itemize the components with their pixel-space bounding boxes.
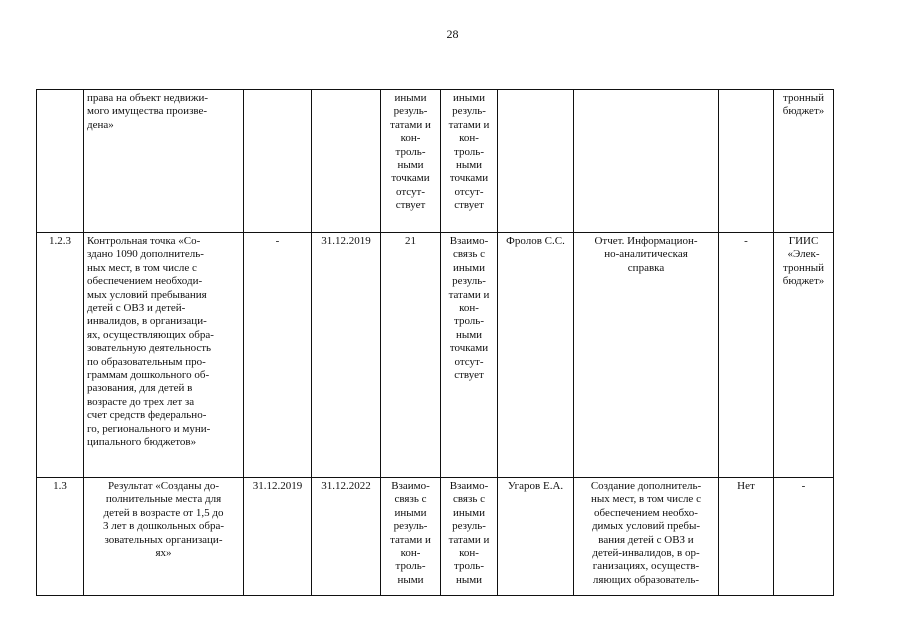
row-col5: иными резуль- татами и кон- троль- ными точками отсут- ствует — [441, 90, 498, 233]
table-row — [37, 90, 834, 233]
plan-table — [36, 89, 834, 596]
row-name: права на объект недвижи- мого имущества произве- дена» — [84, 90, 244, 233]
row-document: Отчет. Информацион- но-аналитическая справка — [574, 233, 719, 478]
row-system: ГИИС «Элек- тронный бюджет» — [774, 233, 834, 478]
row-level: - — [719, 233, 774, 478]
row-col5: Взаимо- связь с иными резуль- татами и кон- троль- ными точками отсут- ствует — [441, 233, 498, 478]
row-document: Создание дополнитель- ных мест, в том числе с обеспечением необхо- димых условий пребы- вания детей с ОВЗ и детей-инвалидов, в ор- ганизациях, осуществ- ляющих образователь- — [574, 478, 719, 596]
row-col4: Взаимо- связь с иными резуль- татами и кон- троль- ными — [381, 478, 441, 596]
table-row — [37, 478, 834, 596]
row-start-date: - — [244, 233, 312, 478]
table-row — [37, 233, 834, 478]
row-number — [37, 90, 84, 233]
row-start-date — [244, 90, 312, 233]
row-end-date: 31.12.2019 — [312, 233, 381, 478]
row-responsible: Угаров Е.А. — [498, 478, 574, 596]
row-responsible: Фролов С.С. — [498, 233, 574, 478]
row-number: 1.3 — [37, 478, 84, 596]
row-end-date: 31.12.2022 — [312, 478, 381, 596]
row-end-date — [312, 90, 381, 233]
row-level: Нет — [719, 478, 774, 596]
row-responsible — [498, 90, 574, 233]
row-name: Контрольная точка «Со- здано 1090 дополнитель- ных мест, в том числе с обеспечением необходи- мых условий пребывания детей с ОВЗ и детей- инвалидов, в организаци- ях, осуществляющих обра- зовательную деятельность по образовательным про- граммам дошкольного об- разования, для детей в возрасте до трех лет за счет средств федерально- го, регионального и муни- ципального бюджетов» — [84, 233, 244, 478]
row-col4: 21 — [381, 233, 441, 478]
row-start-date: 31.12.2019 — [244, 478, 312, 596]
row-document — [574, 90, 719, 233]
row-system: тронный бюджет» — [774, 90, 834, 233]
row-col5: Взаимо- связь с иными резуль- татами и кон- троль- ными — [441, 478, 498, 596]
row-number: 1.2.3 — [37, 233, 84, 478]
row-system: - — [774, 478, 834, 596]
row-col4: иными резуль- татами и кон- троль- ными точками отсут- ствует — [381, 90, 441, 233]
row-level — [719, 90, 774, 233]
row-name: Результат «Созданы до- полнительные места для детей в возрасте от 1,5 до 3 лет в дошкольных обра- зовательных организаци- ях» — [84, 478, 244, 596]
page-number: 28 — [446, 27, 459, 41]
